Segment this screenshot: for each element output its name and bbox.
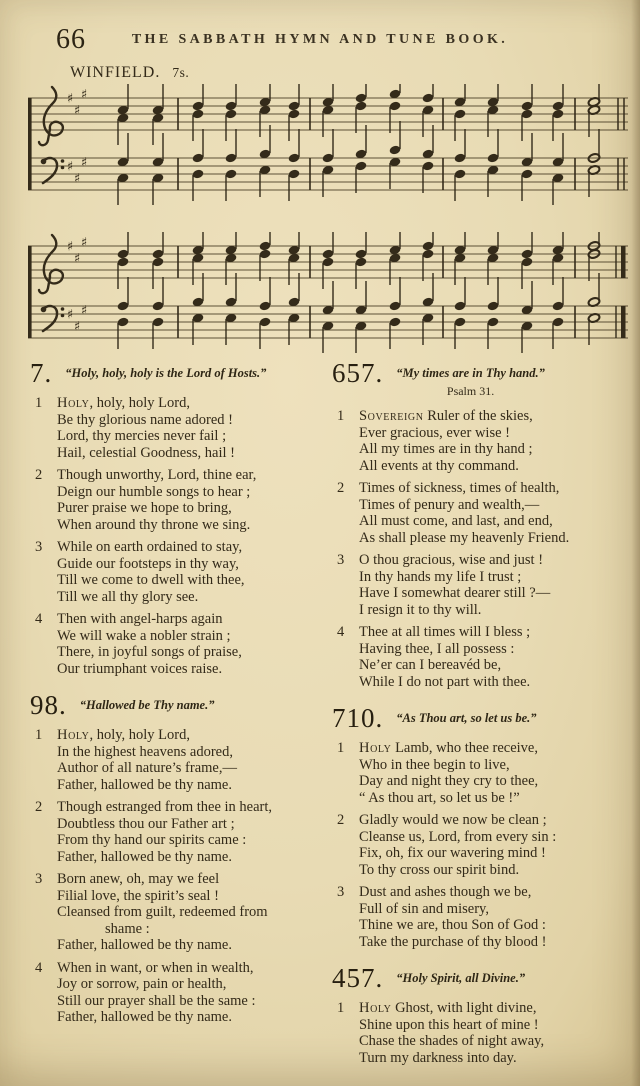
verse — [332, 552, 626, 618]
system-barline — [28, 246, 32, 338]
tune-meter: 7s. — [172, 65, 190, 80]
verse-line: “ As thou art, so let us be !” — [359, 789, 520, 806]
music-system-2 — [28, 232, 628, 354]
verse-line: Still our prayer shall be the same : — [57, 992, 256, 1009]
svg-text:♯: ♯ — [73, 319, 81, 335]
verse-number: 1 — [35, 727, 43, 743]
verse-line: Though estranged from thee in heart, — [57, 799, 273, 815]
verse-line: Doubtless thou our Father art ; — [57, 815, 235, 832]
hymn-quote-wrap — [396, 705, 536, 727]
small-caps-lead: Holy — [57, 727, 90, 743]
verse-number: 2 — [35, 799, 43, 815]
notes — [117, 84, 601, 205]
verse-line: All events at thy command. — [359, 457, 519, 474]
verse-line: Holy, holy, holy Lord, — [57, 395, 190, 411]
verse — [332, 740, 626, 806]
hymn-quote: “Hallowed be Thy name.” — [79, 698, 215, 712]
verse — [332, 408, 626, 474]
verse-line: Father, hallowed be thy name. — [57, 1009, 232, 1025]
verse-line: Lord, thy mercies never fail ; — [57, 428, 227, 444]
verse-line: Day and night they cry to thee, — [359, 773, 539, 789]
verse-line: Author of all nature’s frame,— — [57, 760, 237, 776]
verse-line: To thy cross our spirit bind. — [359, 861, 520, 878]
hymn-heading — [30, 360, 324, 386]
hymn-reference: Psalm 31. — [446, 383, 495, 398]
verse — [30, 871, 324, 954]
verse-number: 2 — [35, 467, 43, 483]
hymn-quote-wrap — [65, 360, 266, 382]
hymn-heading — [30, 692, 324, 718]
verse-line: Times of penury and wealth,— — [359, 496, 540, 513]
verse-line: Filial love, the spirit’s seal ! — [57, 887, 219, 904]
verse — [30, 395, 324, 461]
verse-line: O thou gracious, wise and just ! — [359, 552, 544, 568]
verse-line: Father, hallowed be thy name. — [57, 776, 232, 793]
barlines — [178, 246, 575, 338]
verse-line: Thine we are, thou Son of God : — [359, 917, 546, 933]
verse-line: Fix, oh, fix our wavering mind ! — [359, 845, 546, 861]
verse-number: 2 — [337, 480, 345, 496]
bass-clef — [41, 158, 65, 183]
hymn-number: 98. — [30, 690, 67, 720]
svg-text:♯: ♯ — [66, 91, 74, 107]
verse-number: 2 — [337, 812, 345, 828]
hymn-quote-wrap — [80, 692, 215, 714]
verse — [30, 611, 324, 677]
verse-line: Till we come to dwell with thee, — [57, 572, 245, 588]
verse — [332, 812, 626, 878]
hymn-block — [30, 360, 324, 677]
verse — [332, 480, 626, 546]
hymn-heading — [332, 360, 626, 399]
verse-number: 1 — [337, 408, 345, 424]
verse-line: In the highest heavens adored, — [57, 743, 233, 760]
verse-line: Father, hallowed be thy name. — [57, 937, 232, 953]
verse — [30, 467, 324, 533]
verse-line: Times of sickness, times of health, — [359, 480, 560, 496]
verse-number: 4 — [35, 959, 43, 976]
music-system-1 — [28, 84, 628, 206]
verse-number: 4 — [35, 611, 43, 627]
verse-line: Holy Ghost, with light divine, — [359, 1000, 537, 1016]
hymn-quote: “Holy, holy, holy is the Lord of Hosts.” — [65, 366, 267, 380]
verse — [332, 1000, 626, 1066]
verse-line: We will wake a nobler strain ; — [57, 627, 231, 644]
small-caps-lead: Holy — [359, 1000, 392, 1016]
verse — [332, 884, 626, 950]
verse-number: 3 — [337, 884, 345, 900]
small-caps-lead: Sovereign — [359, 408, 424, 424]
verse-line: Father, hallowed be thy name. — [57, 848, 232, 865]
verse-number: 3 — [337, 552, 345, 568]
verse-number: 1 — [337, 740, 345, 756]
key-signature — [67, 88, 87, 187]
barlines — [178, 98, 575, 190]
svg-text:♯: ♯ — [80, 235, 88, 251]
svg-text:♯: ♯ — [66, 159, 74, 175]
verse-number: 1 — [35, 395, 43, 411]
hymn-block — [332, 965, 626, 1066]
verse-line: Who in thee begin to live, — [359, 756, 510, 773]
verse-number: 3 — [35, 539, 43, 555]
verse-line: Born anew, oh, may we feel — [57, 871, 220, 887]
verse-line: Gladly would we now be clean ; — [359, 812, 547, 828]
svg-text:♯: ♯ — [80, 155, 88, 171]
verse — [30, 799, 324, 865]
hymn-quote-wrap — [396, 360, 545, 399]
verse-number: 4 — [337, 624, 345, 640]
treble-clef — [39, 87, 63, 145]
tune-line — [70, 64, 189, 82]
svg-text:♯: ♯ — [73, 103, 81, 119]
hymn-block — [332, 360, 626, 690]
verse-line: Joy or sorrow, pain or health, — [57, 976, 227, 992]
treble-clef — [39, 235, 63, 293]
verse-line: I resign it to thy will. — [359, 601, 482, 618]
verse-line: From thy hand our spirits came : — [57, 832, 247, 848]
verse-line: Chase the shades of night away, — [359, 1033, 545, 1049]
svg-text:♯: ♯ — [66, 239, 74, 255]
verse-line: When around thy throne we sing. — [57, 516, 251, 533]
verse-number: 3 — [35, 871, 43, 887]
end-barline — [616, 246, 626, 338]
hymn-number: 657. — [332, 358, 384, 388]
svg-text:♯: ♯ — [73, 171, 81, 187]
verse-line: There, in joyful songs of praise, — [57, 644, 242, 660]
hymn-quote-wrap — [396, 965, 525, 987]
verse — [332, 624, 626, 690]
verse-line: Ever gracious, ever wise ! — [359, 424, 510, 441]
verse-line: Deign our humble songs to hear ; — [57, 483, 251, 500]
verse-line: Turn my darkness into day. — [359, 1049, 517, 1066]
verse-line: Sovereign Ruler of the skies, — [359, 408, 533, 424]
svg-text:♯: ♯ — [80, 303, 88, 319]
verse-line: Dust and ashes though we be, — [359, 884, 532, 900]
verse-line: In thy hands my life I trust ; — [359, 568, 522, 585]
hymn-column-right — [332, 356, 626, 1072]
verse — [30, 539, 324, 605]
verse-line: When in want, or when in wealth, — [57, 959, 254, 976]
small-caps-lead: Holy — [359, 740, 392, 756]
book-title: THE SABBATH HYMN AND TUNE BOOK. — [131, 32, 509, 47]
hymn-column-left — [30, 356, 324, 1032]
hymn-heading — [332, 965, 626, 991]
tune-title: WINFIELD. — [70, 64, 161, 81]
hymn-number: 457. — [332, 963, 384, 993]
verse-line: Having thee, I all possess : — [359, 640, 515, 657]
hymn-number: 7. — [30, 358, 53, 388]
verse-line: Guide our footsteps in thy way, — [57, 555, 239, 572]
verse-line: While on earth ordained to stay, — [57, 539, 243, 555]
verse-line: All my times are in thy hand ; — [359, 441, 533, 457]
verse-line: Ne’er can I bereavéd be, — [359, 657, 502, 673]
svg-text:♯: ♯ — [73, 251, 81, 267]
verse-line: Cleanse us, Lord, from every sin : — [359, 828, 557, 845]
verse-line: Shine upon this heart of mine ! — [359, 1016, 539, 1033]
verse-line: Hail, celestial Goodness, hail ! — [57, 444, 235, 461]
svg-text:♯: ♯ — [80, 87, 88, 103]
hymn-block — [332, 705, 626, 950]
verse — [30, 960, 324, 1026]
verse-line: As shall please my heavenly Friend. — [359, 529, 570, 546]
verse-line: Thee at all times will I bless ; — [359, 624, 531, 640]
verse-line: Holy, holy, holy Lord, — [57, 727, 190, 743]
hymn-block — [30, 692, 324, 1026]
end-barline — [618, 98, 624, 190]
system-barline — [28, 98, 32, 190]
page-number: 66 — [56, 24, 86, 55]
hymn-quote: “As Thou art, so let us be.” — [396, 711, 537, 725]
verse-line: Till we all thy glory see. — [57, 588, 199, 605]
verse-line: Holy Lamb, who thee receive, — [359, 740, 538, 756]
verse-line: All must come, and last, and end, — [359, 513, 553, 529]
verse-line: Purer praise we hope to bring, — [57, 500, 232, 516]
hymn-heading — [332, 705, 626, 731]
key-signature — [67, 236, 87, 335]
small-caps-lead: Holy — [57, 395, 90, 411]
verse — [30, 727, 324, 793]
hymn-quote: “My times are in Thy hand.” — [396, 366, 545, 380]
verse-number: 1 — [337, 1000, 345, 1016]
svg-text:♯: ♯ — [66, 307, 74, 323]
verse-line: shame : — [105, 920, 150, 937]
verse-line: Be thy glorious name adored ! — [57, 411, 233, 428]
verse-line: Full of sin and misery, — [359, 900, 489, 917]
verse-line: Our triumphant voices raise. — [57, 660, 223, 677]
verse-line: Have I somewhat dearer still ?— — [359, 585, 551, 601]
hymn-quote: “Holy Spirit, all Divine.” — [396, 971, 526, 985]
verse-line: While I do not part with thee. — [359, 673, 531, 690]
hymn-number: 710. — [332, 703, 384, 733]
notes — [117, 232, 601, 353]
verse-line: Cleansed from guilt, redeemed from — [57, 904, 268, 920]
bass-clef — [41, 306, 65, 331]
verse-line: Though unworthy, Lord, thine ear, — [57, 467, 257, 483]
verse-line: Then with angel-harps again — [57, 611, 223, 627]
verse-line: Take the purchase of thy blood ! — [359, 933, 547, 950]
